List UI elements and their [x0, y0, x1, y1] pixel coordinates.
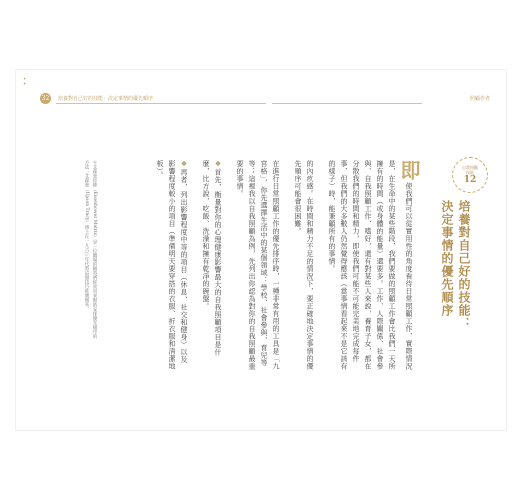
bullet-icon: ❖ — [180, 160, 188, 169]
badge-line1: 自我照顧 — [462, 165, 478, 170]
paragraph-2: 的內疚感。在時間和精力不足的情況下，要正確地決定事情的優先順序可能會很困難。 — [294, 160, 314, 370]
bullet-item-1 — [200, 160, 224, 370]
header-mark: ✦✦ — [22, 76, 27, 86]
bullet-text-1: 首先，衡量對你的心理健康影響最大的自我照顧項目是什麼，比方說，吃飯、洗澡和擁有乾淨的碗盤。 — [202, 160, 222, 356]
paragraph-1-text: 使我們可以從實用性的角度看待日常照顧工作，實際情況是，在生命中的某些階段，我們要做的照顧工作會比我們一天所擁有的時間（或身體的能量）還要多。工作、人際關係、社會參與、自我照顧工作、嗜好，還有對某些人來說，養育子女，都在分散我們的時間和精力，即使我們可能不可能完美地完成每件事，但我們的大多數人仍然覺得應該（當事情看起來不是它該有的樣子）時，能兼顧所有的事情。 — [328, 160, 413, 370]
footnote: ＊艾森豪矩陣（Eisenhower Matrix）是一位職場的精英們經常用來幫助安排優先順序的方法；艾森豪（Upson Tracy）博士在一九六○年代將這個技巧推廣開來。 — [84, 160, 97, 339]
paragraph-3: 在進行日常照顧工作的優先排序時，一種非常有用的工具是「九宮格」，你先選擇生活中的某個領域：學校、社會參與、育兒等等；這裡我以自我照顧為例，先列出你認為對你的自我照顧最重要的事情。 — [236, 160, 280, 370]
title-line1: 培養對自己好的技能： — [457, 200, 471, 330]
badge-line2: 技能 — [466, 170, 474, 175]
right-running-title: 照顧作者 — [469, 96, 490, 102]
bullet-icon: ❖ — [214, 160, 222, 169]
body-text — [120, 160, 420, 370]
title-line2: 決定事情的優先順序 — [440, 200, 454, 317]
page-number: 32 — [41, 95, 50, 102]
skill-badge — [452, 157, 488, 193]
bullet-item-2 — [154, 160, 190, 370]
paragraph-1 — [326, 160, 420, 370]
bullet-text-2: 再者，列出影響程度中等的項目（休息、社交和健身）以及影響程度較小的項目（準備明天要穿搭的衣服、折衣服和清潔地板）。 — [156, 160, 188, 370]
header-rule-right — [272, 103, 422, 104]
header-rule-left — [56, 103, 266, 104]
badge-number: 12 — [463, 175, 477, 185]
left-running-title: 培養對自己好的技能：決定事情的優先順序 — [58, 96, 154, 102]
section-title — [438, 200, 472, 400]
dropcap: 即 — [397, 160, 421, 181]
